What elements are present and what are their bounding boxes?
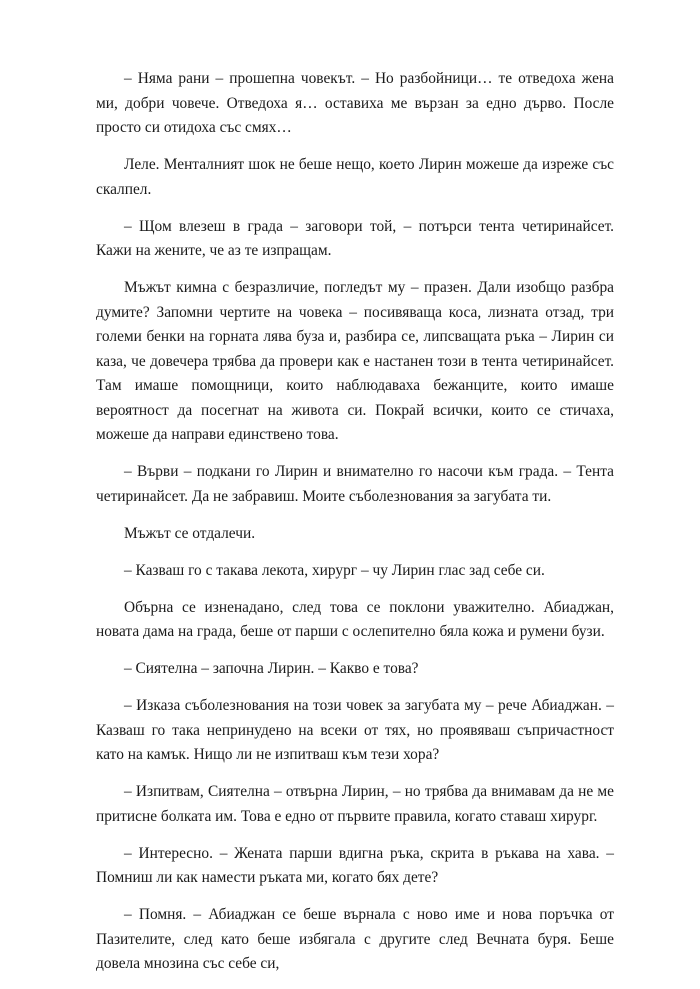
paragraph-8: Обърна се изненадано, след това се поклони уважително. Абиаджан, новата дама на града, беше от парши с ослепително бяла кожа и румени бузи. <box>96 598 614 640</box>
document-page <box>96 67 614 977</box>
paragraph-5: – Върви – подкани го Лирин и внимателно го насочи към града. – Тента четиринайсет. Да не забравиш. Моите съболезнования за загубата ти. <box>96 463 614 505</box>
paragraph-2: Леле. Менталният шок не беше нещо, което Лирин можеше да изреже със скалпел. <box>96 156 614 198</box>
paragraph-9: – Сиятелна – започна Лирин. – Какво е това? <box>124 660 419 677</box>
paragraph-11: – Изпитвам, Сиятелна – отвърна Лирин, – но трябва да внимавам да не ме притисне болката им. Това е едно от първите правила, когато ставаш хирург. <box>96 783 614 825</box>
paragraph-3: – Щом влезеш в града – заговори той, – потърси тента четиринайсет. Кажи на жените, че аз те изпращам. <box>96 217 614 259</box>
paragraph-7: – Казваш го с такава лекота, хирург – чу Лирин глас зад себе си. <box>124 561 545 579</box>
paragraph-4: Мъжът кимна с безразличие, погледът му – празен. Дали изобщо разбра думите? Запомни чертите на човека – посивяваща коса, лизната отзад, три големи бенки на горната лява буза и, разбира се, липсващата ръка – Лирин си каза, че довечера трябва да провери как е настанен този в тента четиринайсет. Там имаше помощници, които наблюдаваха бежанците, които имаше вероятност да посегнат на живота си. Покрай всички, които се стичаха, можеше да направи единствено това. <box>96 279 614 443</box>
paragraph-13: – Помня. – Абиаджан се беше върнала с ново име и нова поръчка от Пазителите, след като беше избягала с другите след Вечната буря. Беше довела мнозина със себе си, <box>96 906 614 972</box>
paragraph-12: – Интересно. – Жената парши вдигна ръка, скрита в ръкава на хава. – Помниш ли как намести ръката ми, когато бях дете? <box>96 844 614 886</box>
paragraph-10: – Изказа съболезнования на този човек за загубата му – рече Абиаджан. – Казваш го така непринудено на всеки от тях, но проявяваш съпричастност като на камък. Нищо ли не изпитваш към тези хора? <box>96 697 614 763</box>
paragraph-1: – Няма рани – прошепна човекът. – Но разбойници… те отведоха жена ми, добри човече. Отведоха я… оставиха ме вързан за едно дърво. После просто си отидоха със смях… <box>96 70 614 136</box>
paragraph-6: Мъжът се отдалечи. <box>124 524 256 542</box>
